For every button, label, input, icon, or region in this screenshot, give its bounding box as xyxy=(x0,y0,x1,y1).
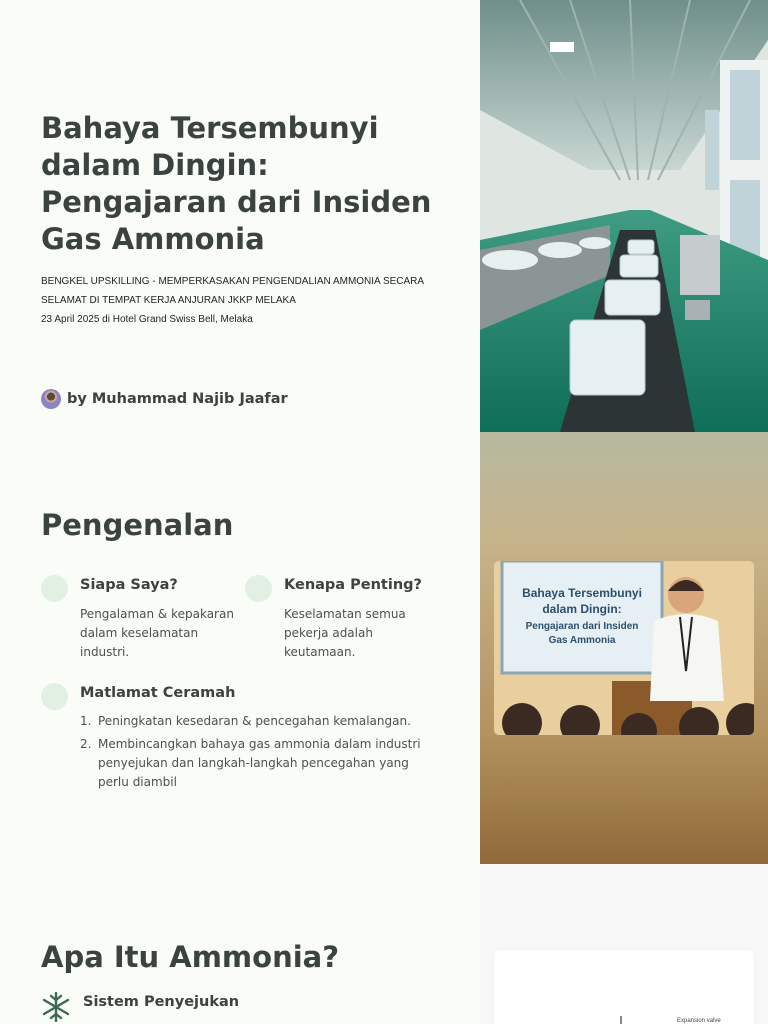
refrigeration-diagram xyxy=(494,950,754,1024)
card-title: Kenapa Penting? xyxy=(284,577,422,593)
classroom-illustration xyxy=(494,561,754,735)
avatar xyxy=(41,389,61,409)
author-byline xyxy=(41,389,288,409)
diagram-label: Expansion valve xyxy=(677,1018,721,1024)
intro-image-panel xyxy=(480,432,768,864)
bullet-dot-icon xyxy=(245,575,272,602)
ice-factory-illustration xyxy=(480,0,768,432)
event-name: BENGKEL UPSKILLING - MEMPERKASAKAN PENGENDALIAN AMMONIA SECARA SELAMAT DI TEMPAT KERJA ANJURAN JKKP MELAKA xyxy=(41,276,424,306)
card-text: Keselamatan semua pekerja adalah keutamaan. xyxy=(284,607,406,659)
list-item: 1. Peningkatan kesedaran & pencegahan kemalangan. xyxy=(80,714,411,728)
card-talk-objectives xyxy=(41,683,441,713)
list-item: 2. Membincangkan bahaya gas ammonia dalam industri penyejukan dan langkah-langkah pencegahan yang perlu diambil xyxy=(80,737,421,789)
board-line-4: Gas Ammonia xyxy=(548,635,616,646)
presentation-title: Bahaya Tersembunyi dalam Dingin: Pengajaran dari Insiden Gas Ammonia xyxy=(41,111,432,256)
ammonia-heading: Apa Itu Ammonia? xyxy=(41,940,340,974)
ammonia-text-panel xyxy=(0,864,480,1024)
presenter-illustration xyxy=(494,561,754,735)
card-text: Pengalaman & kepakaran dalam keselamatan industri. xyxy=(80,607,234,659)
feature-title: Sistem Penyejukan xyxy=(83,994,240,1010)
intro-text-panel xyxy=(0,432,480,864)
snowflake-icon xyxy=(41,992,71,1022)
slide-what-is-ammonia xyxy=(0,864,768,1024)
card-why-important xyxy=(245,575,445,675)
ammonia-image-panel xyxy=(480,864,768,1024)
slide-title-text-panel xyxy=(0,0,480,432)
author-name: by Muhammad Najib Jaafar xyxy=(67,391,288,407)
event-subtitle xyxy=(41,272,431,329)
card-title: Matlamat Ceramah xyxy=(80,685,236,701)
card-title: Siapa Saya? xyxy=(80,577,178,593)
bullet-dot-icon xyxy=(41,575,68,602)
board-line-3: Pengajaran dari Insiden xyxy=(525,621,639,632)
factory-image xyxy=(480,0,768,432)
slide-title xyxy=(0,0,768,432)
slide-introduction xyxy=(0,432,768,864)
event-date-venue: 23 April 2025 di Hotel Grand Swiss Bell, Melaka xyxy=(41,314,253,325)
feature-refrigeration xyxy=(41,992,239,1022)
diagram-pipe xyxy=(620,1016,622,1024)
board-line-1: Bahaya Tersembunyi xyxy=(522,586,642,600)
card-who-am-i xyxy=(41,575,241,675)
objectives-list xyxy=(80,712,440,796)
bullet-dot-icon xyxy=(41,683,68,710)
intro-heading: Pengenalan xyxy=(41,508,234,542)
board-line-2: dalam Dingin: xyxy=(542,602,622,616)
